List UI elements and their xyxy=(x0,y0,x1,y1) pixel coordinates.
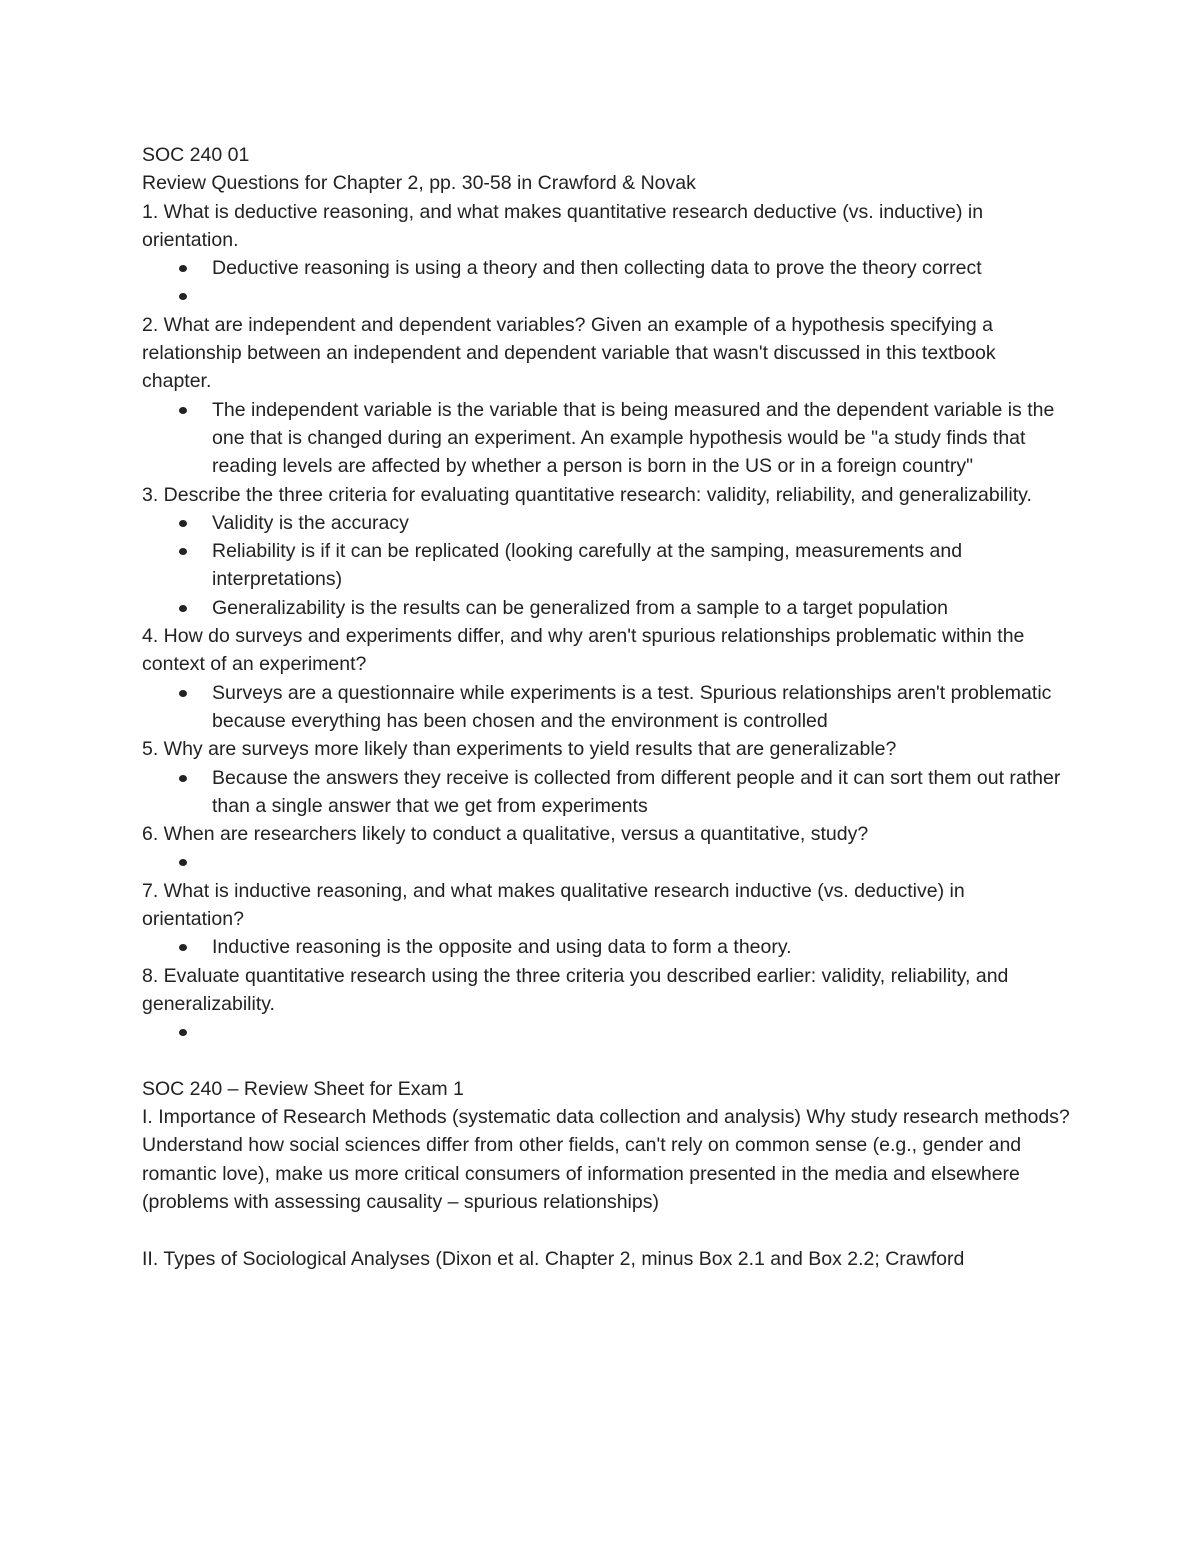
answer-item xyxy=(212,594,1070,622)
answer-item xyxy=(212,509,1070,537)
answer-text: Because the answers they receive is collected from different people and it can sort them out rather than a single answer that we get from experiments xyxy=(212,766,1061,817)
answer-list xyxy=(142,509,1070,622)
bullet-icon xyxy=(179,265,187,272)
answer-text: Inductive reasoning is the opposite and using data to form a theory. xyxy=(212,936,792,959)
answer-item xyxy=(212,764,1070,821)
answer-text: Surveys are a questionnaire while experiments is a test. Spurious relationships aren't problematic because everything has been chosen and the environment is controlled xyxy=(212,681,1052,732)
answer-text: Validity is the accuracy xyxy=(212,511,409,534)
answer-item xyxy=(212,254,1070,282)
answer-list xyxy=(142,396,1070,481)
answer-item xyxy=(212,537,1070,594)
document-subtitle: Review Questions for Chapter 2, pp. 30-58 in Crawford & Novak xyxy=(142,172,696,195)
answer-item xyxy=(212,933,1070,961)
section-1-heading: I. Importance of Research Methods (systematic data collection and analysis) Why study research methods? xyxy=(142,1106,1070,1129)
section-1-body: Understand how social sciences differ from other fields, can't rely on common sense (e.g., gender and romantic love), make us more critical consumers of information presented in the media and elsewhere (problems with assessing causality – spurious relationships) xyxy=(142,1134,1022,1213)
answer-list xyxy=(142,1018,1070,1046)
answer-text: Deductive reasoning is using a theory and then collecting data to prove the theory correct xyxy=(212,257,982,280)
section-2-heading: II. Types of Sociological Analyses (Dixon et al. Chapter 2, minus Box 2.1 and Box 2.2; Crawford xyxy=(142,1247,965,1270)
question-text: 7. What is inductive reasoning, and what makes qualitative research inductive (vs. deductive) in orientation? xyxy=(142,879,965,931)
answer-item xyxy=(212,282,1070,310)
answer-text: The independent variable is the variable that is being measured and the dependent variable is the one that is changed during an experiment. An example hypothesis would be "a study finds that reading levels are affected by whether a person is born in the US or in a foreign country" xyxy=(212,398,1055,478)
answer-text: Generalizability is the results can be generalized from a sample to a target population xyxy=(212,596,948,619)
course-code: SOC 240 01 xyxy=(142,144,250,166)
question-text: 3. Describe the three criteria for evaluating quantitative research: validity, reliability, and generalizability. xyxy=(142,483,1032,506)
bullet-icon xyxy=(179,293,187,300)
bullet-icon xyxy=(179,1029,187,1036)
bullet-icon xyxy=(179,859,187,866)
answer-list xyxy=(142,254,1070,311)
blank-line xyxy=(142,1216,1070,1244)
answer-item xyxy=(212,848,1070,876)
answer-item xyxy=(212,679,1070,736)
answer-list xyxy=(142,933,1070,961)
bullet-icon xyxy=(179,605,187,612)
question-text: 4. How do surveys and experiments differ, and why aren't spurious relationships problematic within the context of an experiment? xyxy=(142,625,1025,676)
question-text: 8. Evaluate quantitative research using the three criteria you described earlier: validity, reliability, and generalizability. xyxy=(142,964,1009,1015)
answer-text: Reliability is if it can be replicated (looking carefully at the samping, measurements and interpretations) xyxy=(212,540,963,591)
question-text: 5. Why are surveys more likely than experiments to yield results that are generalizable? xyxy=(142,738,897,761)
answer-list xyxy=(142,764,1070,821)
bullet-icon xyxy=(179,690,187,697)
question-text: 2. What are independent and dependent variables? Given an example of a hypothesis specifying a relationship between an independent and dependent variable that wasn't discussed in this textbook chapter. xyxy=(142,313,996,393)
bullet-icon xyxy=(179,944,187,951)
bullet-icon xyxy=(179,775,187,782)
answer-list xyxy=(142,848,1070,876)
review-sheet-title: SOC 240 – Review Sheet for Exam 1 xyxy=(142,1077,464,1100)
answer-list xyxy=(142,679,1070,736)
question-text: 6. When are researchers likely to conduct a qualitative, versus a quantitative, study? xyxy=(142,823,869,846)
question-text: 1. What is deductive reasoning, and what makes quantitative research deductive (vs. inductive) in orientation. xyxy=(142,200,984,251)
bullet-icon xyxy=(179,548,187,555)
question-list xyxy=(142,198,1070,1047)
answer-item xyxy=(212,396,1070,481)
bullet-icon xyxy=(179,407,187,414)
blank-line xyxy=(142,1047,1070,1075)
bullet-icon xyxy=(179,520,187,527)
answer-item xyxy=(212,1018,1070,1046)
